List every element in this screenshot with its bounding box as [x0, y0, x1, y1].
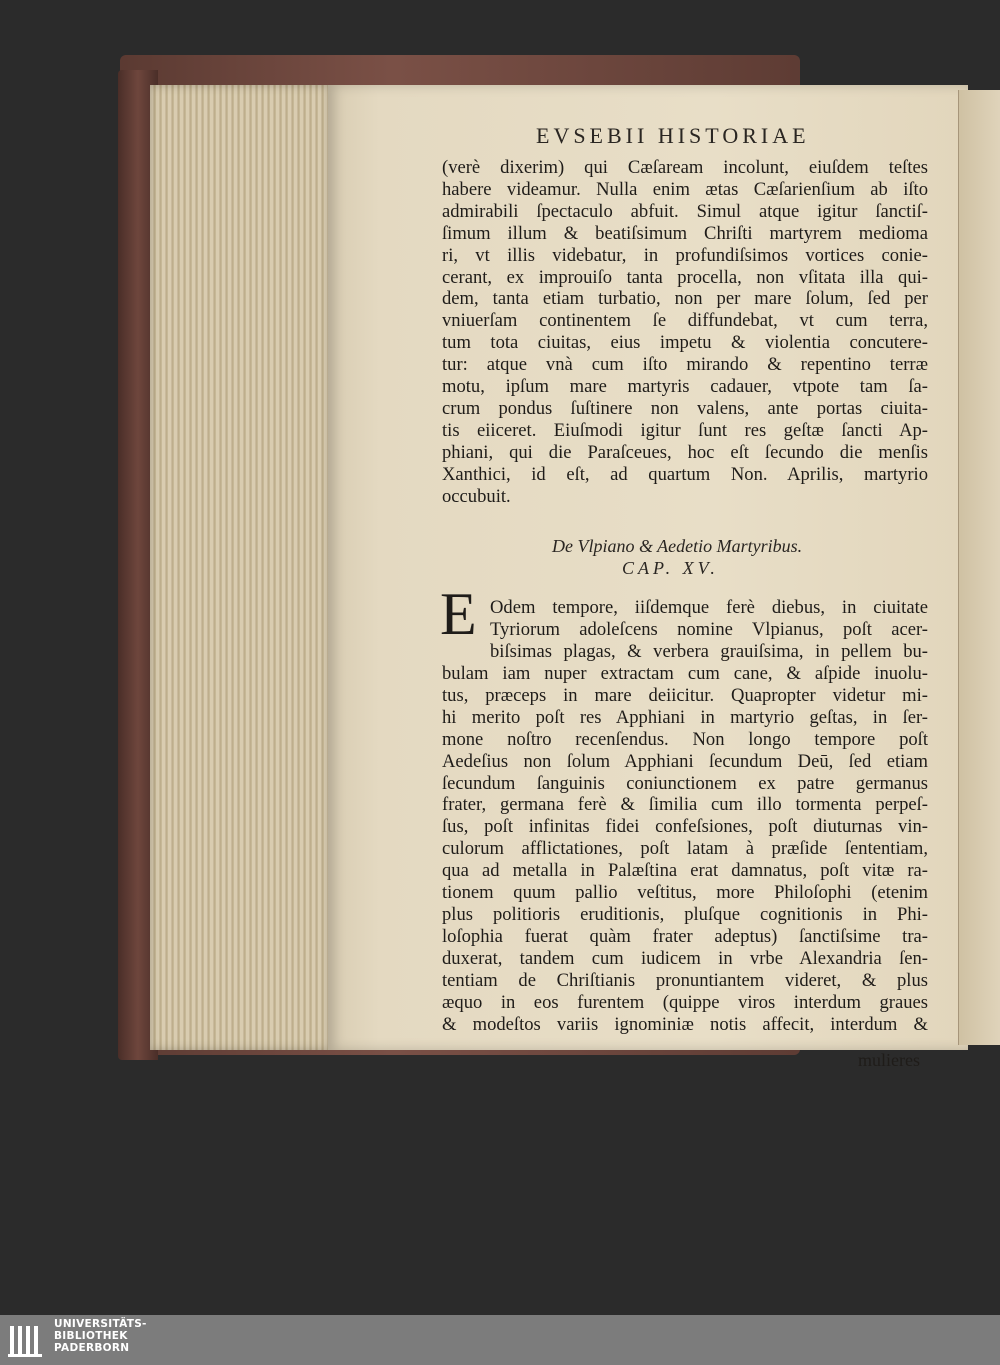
library-name-line-3: PADERBORN [54, 1342, 130, 1354]
text-line: occubuit. [442, 485, 511, 507]
footer-bar [0, 1315, 1000, 1365]
library-name-line-2: BIBLIOTHEK [54, 1330, 128, 1342]
text-line: tentiam de Chriſtianis pronuntiantem videret, & plus [442, 969, 928, 991]
paragraph-1 [442, 157, 928, 508]
text-line: habere videamur. Nulla enim ætas Cæſarienſium ab iſto [442, 178, 928, 200]
text-line: (verè dixerim) qui Cæſaream incolunt, eiuſdem teſtes [442, 157, 928, 178]
text-line: ſecundum ſanguinis coniunctionem ex patre germanus [442, 772, 928, 794]
text-line: tionem quum pallio veſtitus, more Philoſophi (etenim [442, 882, 928, 904]
text-line: & modeſtos variis ignominiæ notis affecit, interdum & [442, 1013, 928, 1035]
text-line: duxerat, tandem cum iudicem in vrbe Alexandria ſen- [442, 947, 928, 969]
text-line: qua ad metalla in Palæſtina erat damnatus, poſt vitæ ra- [442, 860, 928, 882]
text-line: culorum afflictationes, poſt latam à præſide ſententiam, [442, 838, 928, 860]
text-line: mone noſtro recenſendus. Non longo tempore poſt [442, 728, 928, 750]
text-line: Xanthici, id eſt, ad quartum Non. Aprilis, martyrio [442, 463, 928, 485]
text-line: admirabili ſpectaculo abfuit. Simul atque igitur ſanctiſ- [442, 200, 928, 222]
text-line: frater, germana ferè & ſimilia cum illo tormenta perpeſ- [442, 794, 928, 816]
text-line: æquo in eos furentem (quippe viros interdum graues [442, 991, 928, 1013]
chapter-title: De Vlpiano & Aedetio Martyribus. [552, 536, 803, 556]
chapter-number: CAP. XV. [622, 558, 719, 578]
text-line: ſus, poſt infinitas fidei confeſsiones, poſt diuturnas vin- [442, 816, 928, 838]
text-line: loſophia fuerat quàm frater adeptus) ſanctiſsime tra- [442, 925, 928, 947]
text-line: crum pondus ſuſtinere non valens, ante portas ciuita- [442, 397, 928, 419]
text-line: ſimum illum & beatiſsimum Chriſti martyrem medioma [442, 222, 928, 244]
library-name [54, 1318, 147, 1354]
text-line: ri, vt illis videbatur, in profundiſsimos vortices conie- [442, 244, 928, 266]
paragraph-2-body [442, 663, 928, 1035]
text-line: dem, tanta etiam turbatio, non per mare ſolum, ſed per [442, 288, 928, 310]
text-line: biſsimas plagas, & verbera grauiſsima, in pellem bu- [490, 640, 928, 662]
text-line: Aedeſius non ſolum Apphiani ſecundum Deū, ſed etiam [442, 750, 928, 772]
text-line: bulam iam nuper extractam cum cane, & aſpide inuolu- [442, 663, 928, 684]
text-line: motu, ipſum mare martyris cadauer, vtpote tam ſa- [442, 376, 928, 398]
text-line: tus, præceps in mare deiicitur. Quapropter videtur mi- [442, 684, 928, 706]
text-line: tis eiiceret. Eiuſmodi igitur ſunt res geſtæ ſancti Ap- [442, 419, 928, 441]
text-line: vniuerſam continentem ſe diffundebat, vt cum terra, [442, 310, 928, 332]
text-line: Tyriorum adoleſcens nomine Vlpianus, poſt acer- [490, 618, 928, 640]
running-head: EVSEBII HISTORIAE [536, 123, 810, 148]
library-name-line-1: UNIVERSITÄTS- [54, 1318, 147, 1330]
facing-page-edge [958, 90, 1000, 1045]
library-logo-icon [6, 1320, 48, 1360]
drop-cap: E [440, 581, 477, 647]
text-line: Odem tempore, iiſdemque ferè diebus, in ciuitate [490, 597, 928, 618]
paragraph-2-opening [490, 597, 928, 663]
text-line: plus politioris eruditionis, pluſque cognitionis in Phi- [442, 903, 928, 925]
text-line: tum tota ciuitas, eius impetu & violentia concutere- [442, 332, 928, 354]
catchword: mulieres [858, 1050, 920, 1070]
text-line: hi merito poſt res Apphiani in martyrio geſtas, in ſer- [442, 706, 928, 728]
text-line: tur: atque vnà cum iſto mirando & repentino terræ [442, 354, 928, 376]
page-edges [150, 85, 330, 1050]
text-line: phiani, qui die Paraſceues, hoc eſt ſecundo die menſis [442, 441, 928, 463]
text-line: cerant, ex improuiſo tanta procella, non vſitata illa qui- [442, 266, 928, 288]
